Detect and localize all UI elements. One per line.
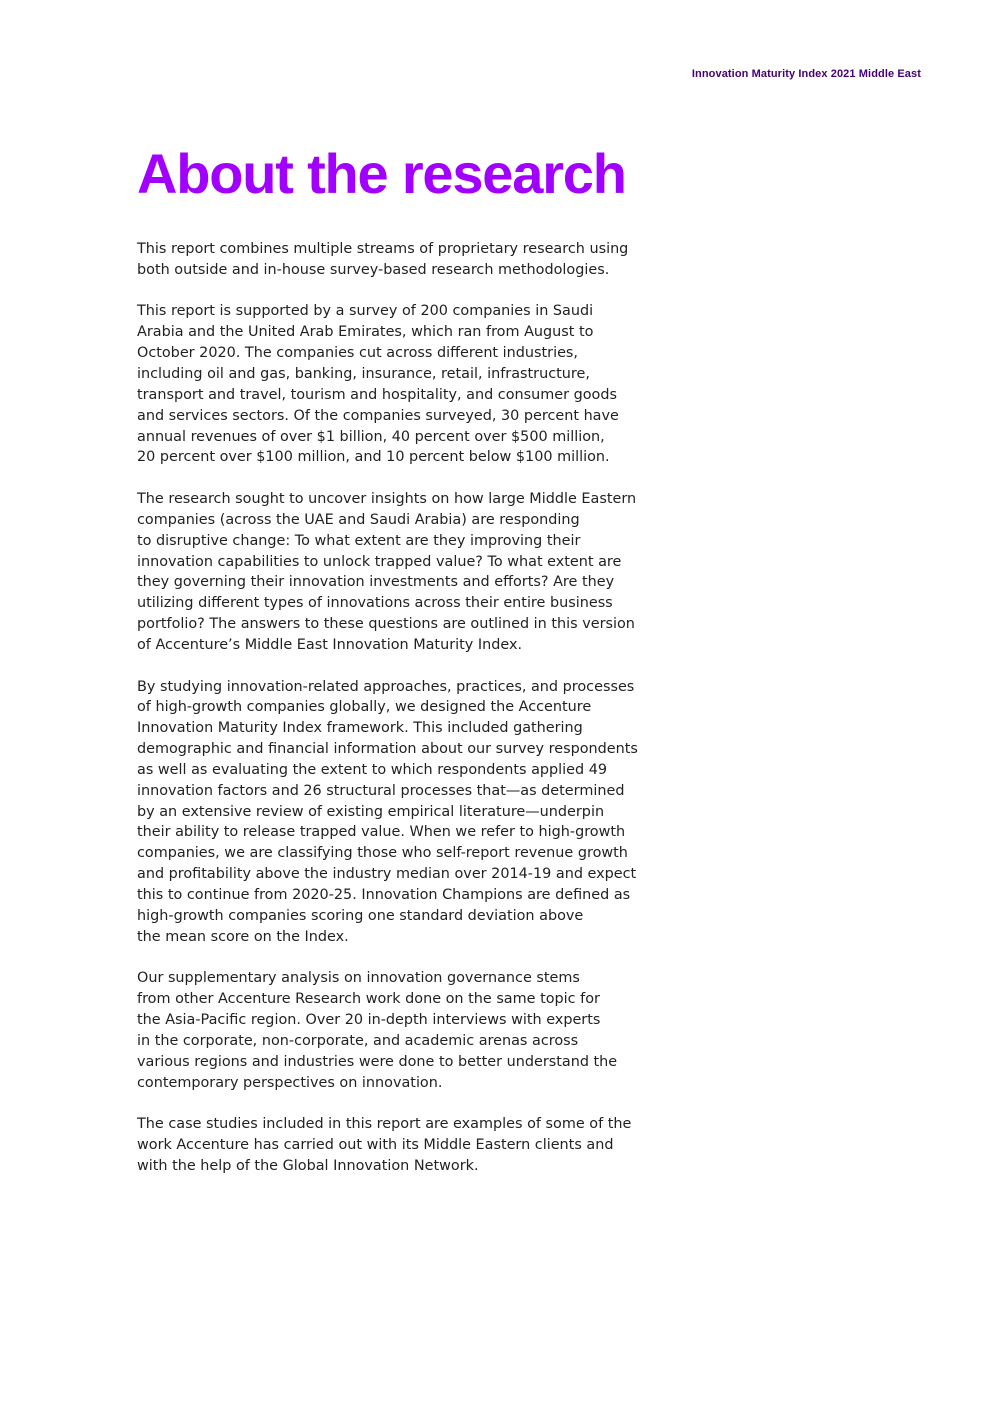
body-paragraph: [137, 677, 667, 948]
paragraph-line: and profitability above the industry median over 2014-19 and expect: [137, 866, 637, 883]
page-title: About the research: [137, 142, 626, 205]
paragraph-line: the mean score on the Index.: [137, 928, 349, 945]
document-body: [137, 140, 667, 1198]
body-paragraph: [137, 1114, 667, 1177]
paragraph-line: Innovation Maturity Index framework. This included gathering: [137, 720, 583, 737]
paragraph-line: demographic and financial information about our survey respondents: [137, 741, 638, 758]
body-text: [137, 239, 667, 1177]
paragraph-line: work Accenture has carried out with its Middle Eastern clients and: [137, 1137, 614, 1154]
paragraph-line: of high-growth companies globally, we designed the Accenture: [137, 699, 592, 716]
paragraph-line: This report is supported by a survey of 200 companies in Saudi: [137, 303, 594, 320]
paragraph-line: and services sectors. Of the companies surveyed, 30 percent have: [137, 407, 619, 424]
body-paragraph: [137, 239, 667, 281]
paragraph-line: both outside and in-house survey-based research methodologies.: [137, 261, 610, 278]
paragraph-line: as well as evaluating the extent to which respondents applied 49: [137, 761, 608, 778]
running-header: Innovation Maturity Index 2021 Middle East: [691, 68, 921, 80]
paragraph-line: utilizing different types of innovations across their entire business: [137, 595, 613, 612]
paragraph-line: This report combines multiple streams of proprietary research using: [137, 241, 629, 257]
paragraph-line: by an extensive review of existing empirical literature—underpin: [137, 803, 605, 820]
paragraph-line: 20 percent over $100 million, and 10 percent below $100 million.: [137, 449, 610, 466]
paragraph-line: Arabia and the United Arab Emirates, which ran from August to: [137, 324, 594, 341]
paragraph-line: from other Accenture Research work done on the same topic for: [137, 991, 600, 1008]
paragraph-line: October 2020. The companies cut across different industries,: [137, 345, 579, 362]
paragraph-line: various regions and industries were done to better understand the: [137, 1053, 618, 1070]
paragraph-line: their ability to release trapped value. When we refer to high-growth: [137, 824, 626, 841]
paragraph-line: high-growth companies scoring one standard deviation above: [137, 907, 584, 924]
paragraph-line: companies (across the UAE and Saudi Arabia) are responding: [137, 511, 580, 528]
paragraph-line: including oil and gas, banking, insurance, retail, infrastructure,: [137, 366, 590, 383]
paragraph-line: innovation factors and 26 structural processes that—as determined: [137, 782, 625, 799]
paragraph-line: Our supplementary analysis on innovation governance stems: [137, 970, 580, 987]
paragraph-line: contemporary perspectives on innovation.: [137, 1074, 443, 1091]
body-paragraph: [137, 489, 667, 656]
paragraph-line: The case studies included in this report are examples of some of the: [137, 1116, 632, 1133]
paragraph-line: this to continue from 2020-25. Innovation Champions are defined as: [137, 887, 631, 904]
body-paragraph: [137, 968, 667, 1093]
paragraph-line: with the help of the Global Innovation Network.: [137, 1157, 479, 1174]
paragraph-line: of Accenture’s Middle East Innovation Maturity Index.: [137, 636, 523, 653]
paragraph-line: the Asia-Pacific region. Over 20 in-depth interviews with experts: [137, 1012, 601, 1029]
paragraph-line: portfolio? The answers to these questions are outlined in this version: [137, 616, 635, 633]
body-paragraph: [137, 301, 667, 468]
paragraph-line: The research sought to uncover insights on how large Middle Eastern: [137, 491, 637, 508]
paragraph-line: By studying innovation-related approaches, practices, and processes: [137, 678, 635, 695]
paragraph-line: companies, we are classifying those who self-report revenue growth: [137, 845, 628, 862]
paragraph-line: they governing their innovation investments and efforts? Are they: [137, 574, 615, 591]
paragraph-line: annual revenues of over $1 billion, 40 percent over $500 million,: [137, 428, 605, 445]
paragraph-line: in the corporate, non-corporate, and academic arenas across: [137, 1032, 579, 1049]
paragraph-line: innovation capabilities to unlock trapped value? To what extent are: [137, 553, 622, 570]
paragraph-line: to disruptive change: To what extent are they improving their: [137, 532, 581, 549]
paragraph-line: transport and travel, tourism and hospitality, and consumer goods: [137, 386, 617, 403]
